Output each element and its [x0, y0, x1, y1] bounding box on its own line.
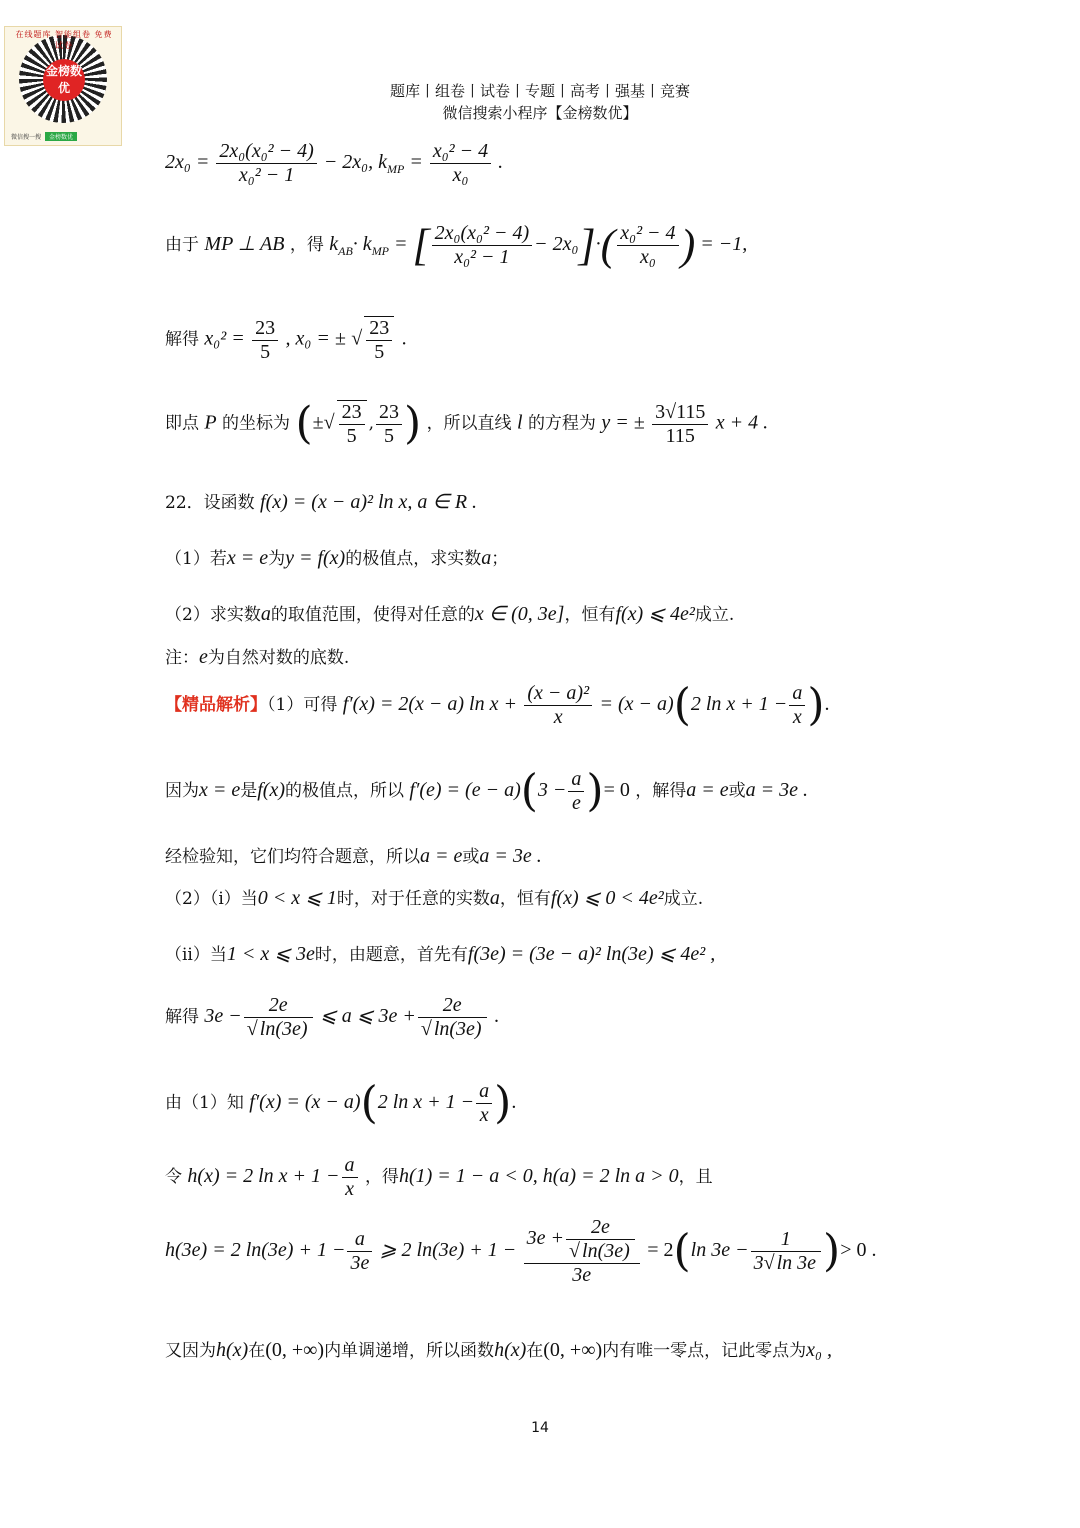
m1-eq: = [409, 151, 423, 174]
q22-note [165, 643, 349, 669]
s2-a3: a = 3e . [745, 779, 809, 801]
badge-footer [11, 132, 77, 141]
m3-a: x₀² = [204, 327, 245, 350]
s3-text-a: 经检验知，它们均符合题意，所以 [165, 847, 420, 867]
q22-1-text-c: 的极值点，求实数 [345, 549, 482, 569]
s2-ae: a = e [686, 779, 729, 801]
m2-perp: MP ⊥ AB [204, 233, 285, 256]
m2-den2: x₀ [639, 246, 656, 268]
s2-text-a: 因为 [165, 781, 199, 801]
m1-end: . [498, 151, 504, 174]
s8-text-b: ，得 [364, 1167, 399, 1187]
sol-mid: = (x − a) [599, 693, 674, 715]
m3-frac [252, 317, 278, 364]
s6-text-a: 解得 [165, 1007, 199, 1027]
eq-line-1 [165, 140, 503, 187]
m4-d2: 5 [383, 424, 394, 447]
s7-in: 2 ln x + 1 − [377, 1091, 475, 1113]
s9-c: = 2 [647, 1239, 674, 1261]
s6-den2: √ ln(3e) [420, 1018, 482, 1040]
s6-frac [244, 994, 313, 1041]
sol-line-3 [165, 842, 542, 868]
header-nav: 题库丨组卷丨试卷丨专题丨高考丨强基丨竞赛 [389, 82, 690, 100]
q22-2-text-c: ，恒有 [564, 605, 616, 625]
q22-part1 [165, 544, 508, 570]
m4-fd: 115 [665, 424, 695, 447]
s6-n: 2e [244, 994, 313, 1018]
sol-frac [524, 682, 592, 729]
q22-2-x: x ∈ (0, 3e] [474, 603, 565, 625]
s7-frac [476, 1080, 492, 1127]
s2-frac [568, 768, 584, 815]
q22-text: 22．设函数 [165, 493, 255, 513]
solution-tag: 【精品解析】 [165, 695, 267, 715]
sol-1-text: （1）可得 [267, 695, 338, 715]
s2-f: f(x) [257, 779, 286, 801]
sol-d2: x [792, 706, 802, 728]
s6-end: . [493, 1005, 499, 1027]
m1-lhs: 2x₀ = [165, 151, 210, 174]
s10-text-b: 在 [248, 1341, 266, 1361]
s9-d3: 3√ ln 3e [753, 1252, 817, 1274]
s9-n3: 1 [751, 1228, 821, 1252]
s6-n2: 2e [418, 994, 487, 1018]
l4-text-d: 的方程为 [527, 413, 596, 434]
m2-tail: − 2x₀ [534, 233, 579, 256]
s5-x: 1 < x ⩽ 3e [226, 943, 315, 965]
m1-frac2 [430, 140, 491, 187]
s2-text-b: 是 [240, 781, 258, 801]
m2-sub2: MP [371, 244, 390, 259]
s9-in: ln 3e − [690, 1239, 749, 1261]
m1-num: 2x₀(x₀² − 4) [216, 140, 316, 164]
s7-text-a: 由（1）知 [165, 1093, 244, 1113]
s9-d: 3e [350, 1252, 370, 1274]
s9-innerfrac [566, 1216, 635, 1263]
m3-d: 5 [260, 340, 271, 363]
s4-f: f(x) ⩽ 0 < 4e² [550, 887, 664, 909]
s8-text-c: ，且 [678, 1167, 713, 1187]
m1-frac [216, 140, 316, 187]
s4-text-b: 时，对于任意的实数 [336, 889, 490, 909]
q22-part2 [165, 600, 734, 626]
l3-text: 解得 [165, 329, 199, 350]
q22-2-text-d: 成立. [694, 605, 735, 625]
s10-x: x₀ , [806, 1339, 832, 1361]
eq-line-4: 即点 P 的坐标为 (±√ $\frac{23}{5}$ , $\frac{23}{5}$ ) ，所以直线 l 的方程为 y = ± $\frac{3√115}{115}$ x + 4 . [165, 398, 769, 449]
s8-h: h(x) = 2 ln x + 1 − [187, 1165, 340, 1187]
l2-text-b: ，得 [289, 235, 324, 256]
sol-line-4 [165, 884, 703, 910]
m4-n2: 23 [376, 401, 402, 425]
s6-frac2 [418, 994, 487, 1041]
s2-fp: f′(e) = (e − a) [409, 779, 521, 801]
s2-text-c: 的极值点，所以 [285, 781, 405, 801]
s8-v: h(1) = 1 − a < 0, h(a) = 2 ln a > 0 [398, 1165, 679, 1187]
s10-text-d: 在 [526, 1341, 544, 1361]
badge-footer-tag: 金榜数优 [45, 132, 77, 141]
m4-pm: ± [312, 411, 324, 434]
s10-h: h(x) [216, 1339, 249, 1361]
note-text-b: 为自然对数的底数. [207, 648, 350, 668]
s6-d: ln(3e) [259, 1018, 308, 1040]
m4-frac3 [652, 401, 708, 448]
q22-1-a: a [481, 547, 492, 569]
m1-den2: x₀ [452, 164, 469, 186]
s9-bd: 3e [572, 1264, 592, 1286]
m2-frac2 [617, 222, 678, 269]
sol-line-10 [165, 1336, 832, 1362]
sol-end: . [824, 693, 830, 715]
s5-text-a: （ii）当 [165, 945, 227, 965]
badge-logo: 金榜数优 [43, 59, 85, 101]
sol-frac2 [789, 682, 805, 729]
m1-den: x₀² − 1 [238, 164, 295, 186]
s8-n: a [342, 1154, 358, 1178]
s2-in: 3 − [537, 779, 567, 801]
s8-frac [342, 1154, 358, 1201]
m3-n: 23 [252, 317, 278, 341]
m2-expr: $k_{AB}\cdot k_{MP}$ = [ $\frac{\text{2x₀(x₀² − 4)}}{\text{x₀² − 1}}$ − 2x₀]·( $\frac{\text{x₀² − 4}}{\text{x₀}}$ ) = −1, [329, 220, 748, 270]
m4-l: l [516, 411, 523, 434]
s6-d2: ln(3e) [433, 1018, 482, 1040]
m2-sub1: AB [338, 244, 353, 259]
m2-end: = −1, [700, 233, 748, 256]
m2-k: k [329, 233, 339, 256]
s7-d: x [479, 1104, 489, 1126]
s10-i2: (0, +∞) [543, 1339, 603, 1361]
q22-f: f(x) = (x − a)² ln x, a ∈ R . [260, 491, 478, 513]
s9-d3b: ln 3e [776, 1252, 817, 1274]
page-number: 14 [531, 1420, 549, 1436]
q22-2-a: a [260, 603, 271, 625]
m2-eq: = [394, 233, 408, 256]
s4-a: a [489, 887, 500, 909]
m2-frac [432, 222, 532, 269]
sol-in: 2 ln x + 1 − [690, 693, 788, 715]
m4-frac2 [376, 401, 402, 448]
l2-text-a: 由于 [165, 235, 199, 256]
m1-num2: x₀² − 4 [430, 140, 491, 164]
s9-bigfrac-num [524, 1216, 640, 1264]
sol-n2: a [789, 682, 805, 706]
s4-text-a: （2）（i）当 [165, 889, 258, 909]
m1-sub: MP [387, 162, 405, 177]
s10-text-e: 内有唯一零点，记此零点为 [602, 1341, 807, 1361]
s5-text-b: 时，由题意，首先有 [314, 945, 468, 965]
q22-2-f: f(x) ⩽ 4e² [615, 603, 695, 625]
m1-tail: − 2x₀, k [323, 151, 388, 174]
s2-d: e [571, 792, 581, 814]
sol-line-1: 【精品解析】（1）可得 f′(x) = 2(x − a) ln x + $\frac{\text{(x − a)²}}{x}$ = (x − a)(2 ln x + 1 − $\frac{a}{x}$ ). [165, 679, 830, 731]
m2-dot: · k [352, 233, 372, 256]
q22-1-x: x = e [226, 547, 269, 569]
s7-n: a [476, 1080, 492, 1104]
m4-tail: x + 4 . [715, 411, 769, 434]
s9-bigfrac [524, 1216, 640, 1287]
m2-num: 2x₀(x₀² − 4) [432, 222, 532, 246]
badge-arc-text: 在线题库 智能组卷 免费试卷 [15, 30, 113, 50]
m3-frac2 [364, 316, 394, 364]
s8-text-a: 令 [165, 1167, 182, 1187]
sol-line-6 [165, 994, 499, 1041]
l4-text-c: ，所以直线 [426, 413, 512, 434]
m3-n2: 23 [366, 317, 392, 341]
m2-den: x₀² − 1 [454, 246, 510, 268]
q22-2-text-b: 的取值范围，使得对任意的 [270, 605, 475, 625]
m4-y: y = ± [601, 411, 645, 434]
eq-line-2 [165, 222, 747, 269]
s9-d3a: 3 [753, 1252, 764, 1274]
m4-n: 23 [339, 401, 365, 425]
s9-a: h(3e) = 2 ln(3e) + 1 − [165, 1239, 346, 1261]
m4-fn: 3√115 [652, 401, 708, 425]
q22-1-text-a: （1）若 [165, 549, 227, 569]
sol-d: x [553, 706, 563, 728]
s6-m: ⩽ a ⩽ 3e + [319, 1005, 416, 1027]
s2-n: a [568, 768, 584, 792]
s10-text-c: 内单调递增，所以函数 [324, 1341, 495, 1361]
s9-frac [347, 1228, 372, 1275]
s9-end: > 0 . [840, 1239, 877, 1261]
sol-line-5 [165, 940, 715, 966]
s2-eq: = 0 [603, 779, 630, 801]
s7-end: . [511, 1091, 517, 1113]
q22-1-text-d: ； [491, 549, 509, 569]
s2-text-e: 或 [728, 781, 746, 801]
s8-d: x [345, 1178, 354, 1200]
s4-x: 0 < x ⩽ 1 [257, 887, 337, 909]
s9-bn1: 3e + [526, 1227, 565, 1250]
s2-x: x = e [199, 779, 241, 801]
note-e: e [199, 646, 208, 668]
s9-innerden: √ ln(3e) [569, 1240, 630, 1262]
s3-a3: a = 3e . [479, 845, 542, 867]
header-subtitle: 微信搜索小程序【金榜数优】 [442, 104, 638, 122]
s9-bn2: 2e [566, 1216, 635, 1240]
s9-b: ⩾ 2 ln(3e) + 1 − [379, 1239, 517, 1261]
m4-frac [337, 400, 367, 448]
sol-n: (x − a)² [524, 682, 592, 706]
eq-line-3: 解得 x₀² = $\frac{23}{5}$ , x₀ = ± √ $\frac{23}{5}$ . [165, 316, 407, 363]
badge-footer-text: 微信搜一搜 [11, 134, 42, 141]
l4-text-a: 即点 [165, 413, 199, 434]
m4-d: 5 [346, 425, 357, 447]
sol-f: f′(x) = 2(x − a) ln x + [342, 693, 517, 715]
s3-text-b: 或 [462, 847, 480, 867]
s10-i: (0, +∞) [265, 1339, 325, 1361]
s4-text-d: 成立. [663, 889, 704, 909]
l4-text-b: 的坐标为 [222, 413, 291, 434]
m3-b: , x₀ = ± [285, 327, 346, 350]
s6-den: √ ln(3e) [246, 1018, 308, 1040]
sol-line-7: 由（1）知 f′(x) = (x − a)(2 ln x + 1 − $\frac{a}{x}$ ). [165, 1077, 517, 1129]
sol-line-9: h(3e) = 2 ln(3e) + 1 − $\frac{a}{3e}$ ⩾ 2 ln(3e) + 1 − 3e + $\frac{2e}{√ \ln(3e)}$ 3e = 2(ln 3e − $\frac{1}{3√ \ln 3e}$ )> 0 . [165, 1216, 877, 1286]
q22-stem [165, 488, 477, 514]
m3-d2: 5 [374, 341, 385, 363]
s4-text-c: ，恒有 [499, 889, 551, 909]
s3-ae: a = e [420, 845, 463, 867]
s9-n: a [347, 1228, 372, 1252]
m3-end: . [401, 327, 407, 350]
s9-frac3 [751, 1228, 821, 1275]
sol-line-8 [165, 1154, 713, 1201]
s5-f: f(3e) = (3e − a)² ln(3e) ⩽ 4e² , [467, 943, 716, 965]
q22-2-text-a: （2）求实数 [165, 605, 261, 625]
s7-f: f′(x) = (x − a) [249, 1091, 361, 1113]
s10-h2: h(x) [494, 1339, 527, 1361]
m2-num2: x₀² − 4 [617, 222, 678, 246]
s10-text-a: 又因为 [165, 1341, 216, 1361]
s6-l: 3e − [204, 1005, 242, 1027]
s2-text-d: ，解得 [635, 781, 687, 801]
s9-bn3: ln(3e) [582, 1240, 630, 1262]
q22-1-y: y = f(x) [285, 547, 346, 569]
m4-p: P [204, 411, 217, 434]
note-text: 注： [165, 648, 199, 668]
sol-line-2: 因为x = e是f(x)的极值点，所以 f′(e) = (e − a)(3 − $\frac{a}{e}$ )= 0 ，解得a = e或a = 3e . [165, 765, 809, 817]
q22-1-text-b: 为 [268, 549, 286, 569]
